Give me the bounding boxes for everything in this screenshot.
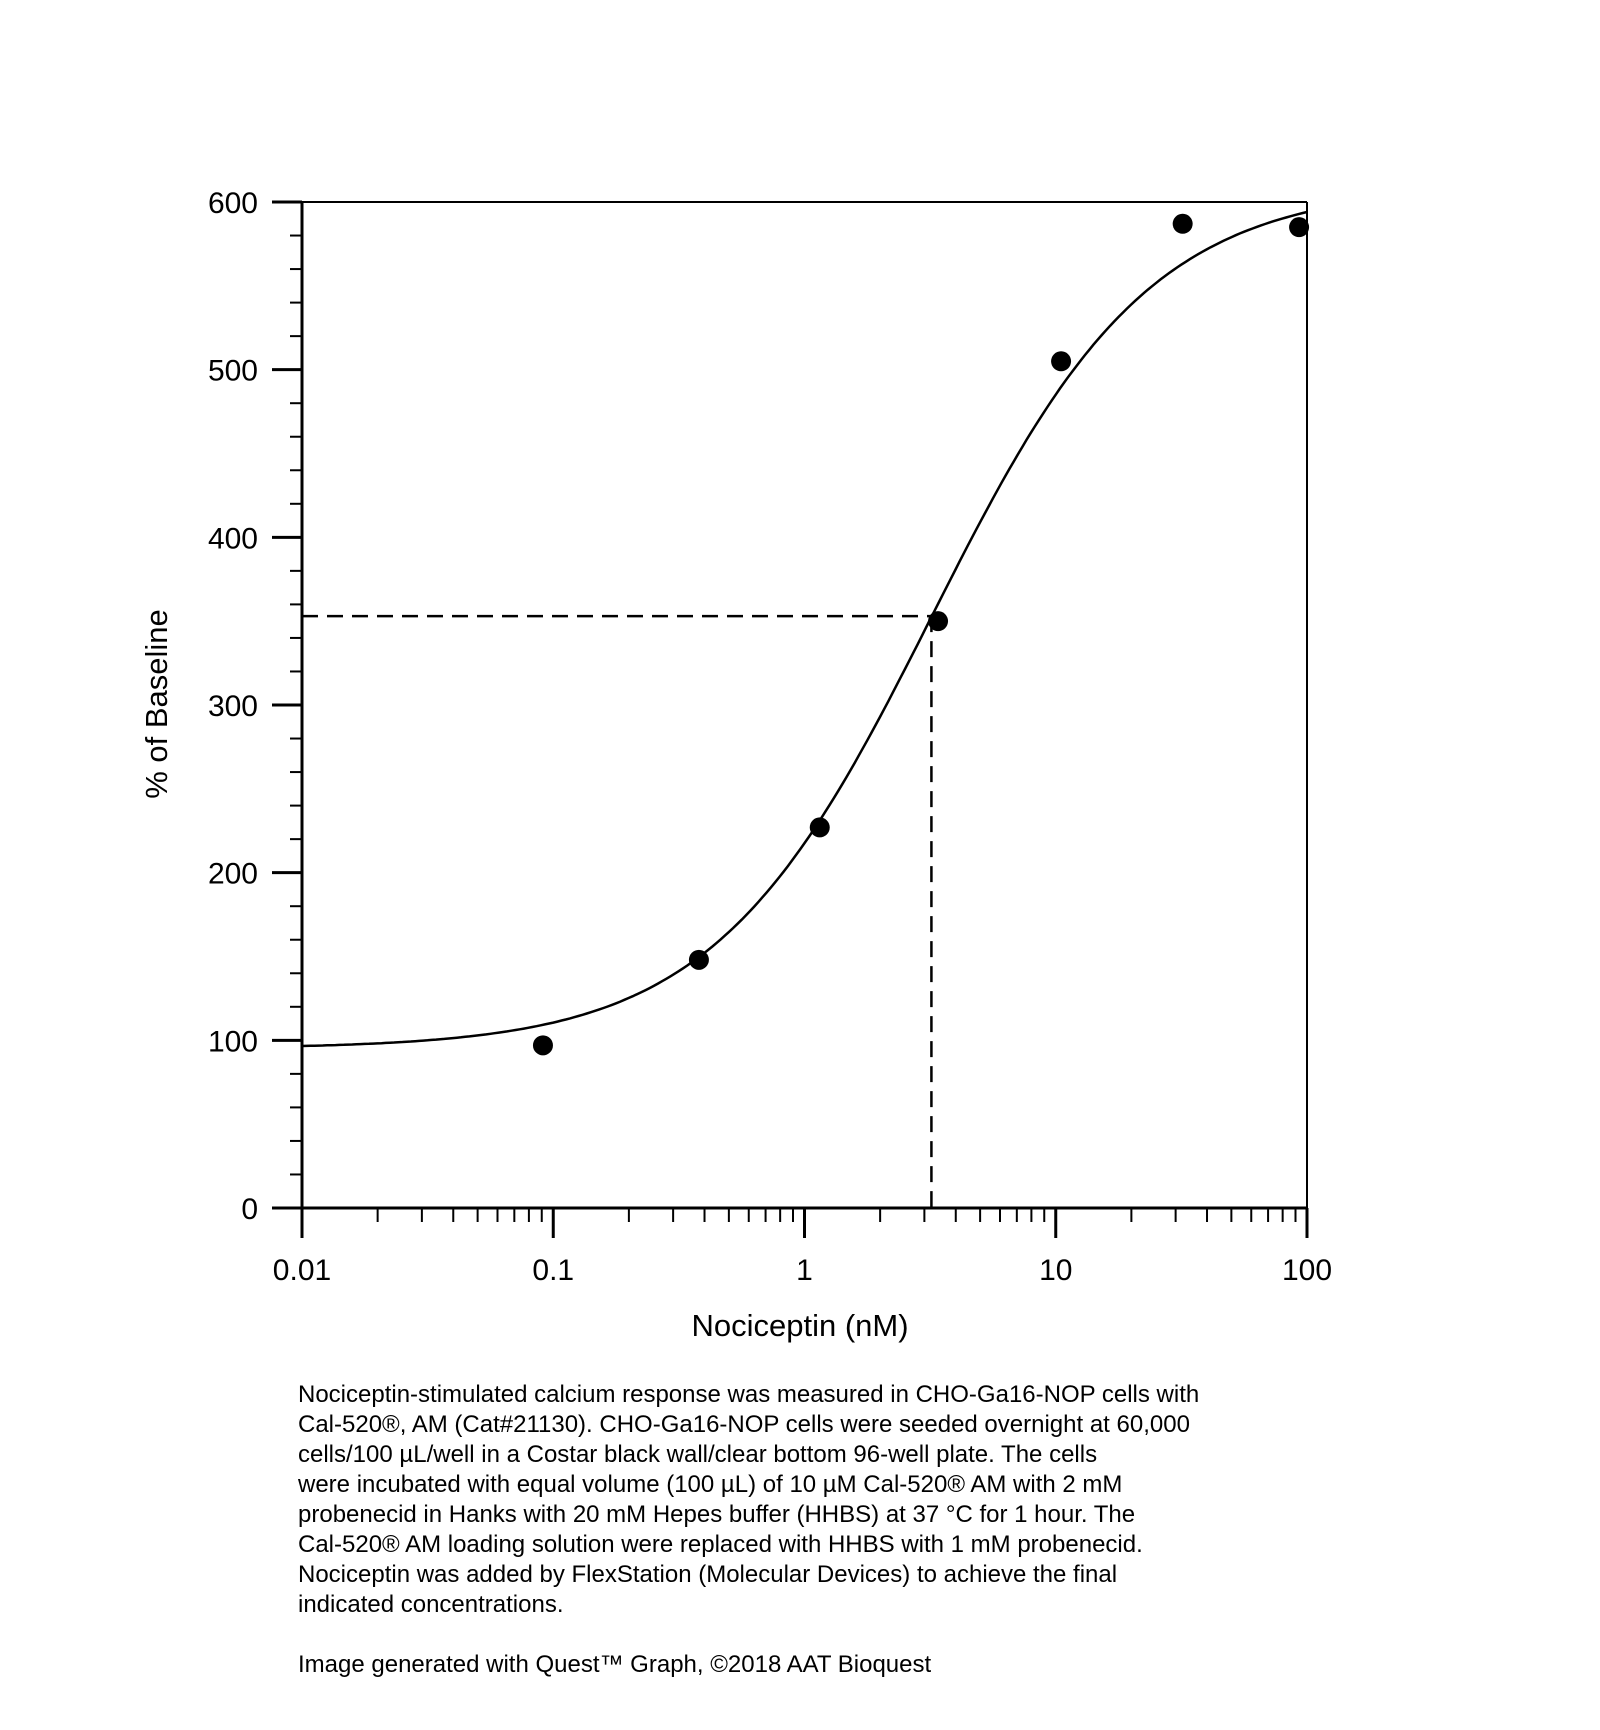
x-tick-label: 100 xyxy=(1281,1254,1333,1287)
x-tick-label: 10 xyxy=(1039,1254,1073,1287)
x-tick-label: 0.01 xyxy=(272,1254,332,1287)
caption-line: indicated concentrations. xyxy=(298,1591,564,1618)
x-tick-label: 0.1 xyxy=(532,1254,575,1287)
data-point xyxy=(689,950,709,970)
ec50-guide-lines xyxy=(302,616,931,1208)
fit-curve xyxy=(302,212,1307,1046)
data-point xyxy=(1289,217,1309,237)
data-point xyxy=(533,1035,553,1055)
y-axis-title: % of Baseline xyxy=(139,609,174,799)
data-points xyxy=(533,214,1309,1056)
y-tick-label: 600 xyxy=(207,187,258,220)
caption-line: Cal-520®, AM (Cat#21130). CHO-Ga16-NOP cells were seeded overnight at 60,000 xyxy=(298,1411,1190,1438)
data-point xyxy=(1173,214,1193,234)
data-point xyxy=(810,817,830,837)
x-axis-title: Nociceptin (nM) xyxy=(691,1308,909,1343)
caption-line: cells/100 µL/well in a Costar black wall/clear bottom 96-well plate. The cells xyxy=(298,1441,1098,1468)
y-tick-label: 100 xyxy=(207,1025,258,1059)
y-tick-label: 200 xyxy=(207,857,258,891)
y-tick-label: 300 xyxy=(207,690,258,723)
caption-line: probenecid in Hanks with 20 mM Hepes buffer (HHBS) at 37 °C for 1 hour. The xyxy=(298,1501,1136,1528)
figure-caption xyxy=(298,1380,1318,1620)
y-tick-label: 500 xyxy=(207,354,258,388)
y-tick-label: 400 xyxy=(207,522,258,556)
caption-line: were incubated with equal volume (100 µL) of 10 µM Cal-520® AM with 2 mM xyxy=(298,1471,1123,1498)
footer-credit: Image generated with Quest™ Graph, ©2018 AAT Bioquest xyxy=(298,1651,932,1678)
caption-line: Nociceptin was added by FlexStation (Molecular Devices) to achieve the final xyxy=(298,1561,1118,1588)
y-axis xyxy=(208,187,302,1226)
caption-line: Nociceptin-stimulated calcium response was measured in CHO-Ga16-NOP cells with xyxy=(298,1381,1200,1408)
data-point xyxy=(928,611,948,631)
x-axis xyxy=(273,1208,1332,1287)
data-point xyxy=(1051,351,1071,371)
y-tick-label: 0 xyxy=(241,1193,258,1226)
x-tick-label: 1 xyxy=(796,1254,813,1287)
plot-frame xyxy=(302,202,1307,1208)
caption-line: Cal-520® AM loading solution were replaced with HHBS with 1 mM probenecid. xyxy=(298,1531,1143,1558)
